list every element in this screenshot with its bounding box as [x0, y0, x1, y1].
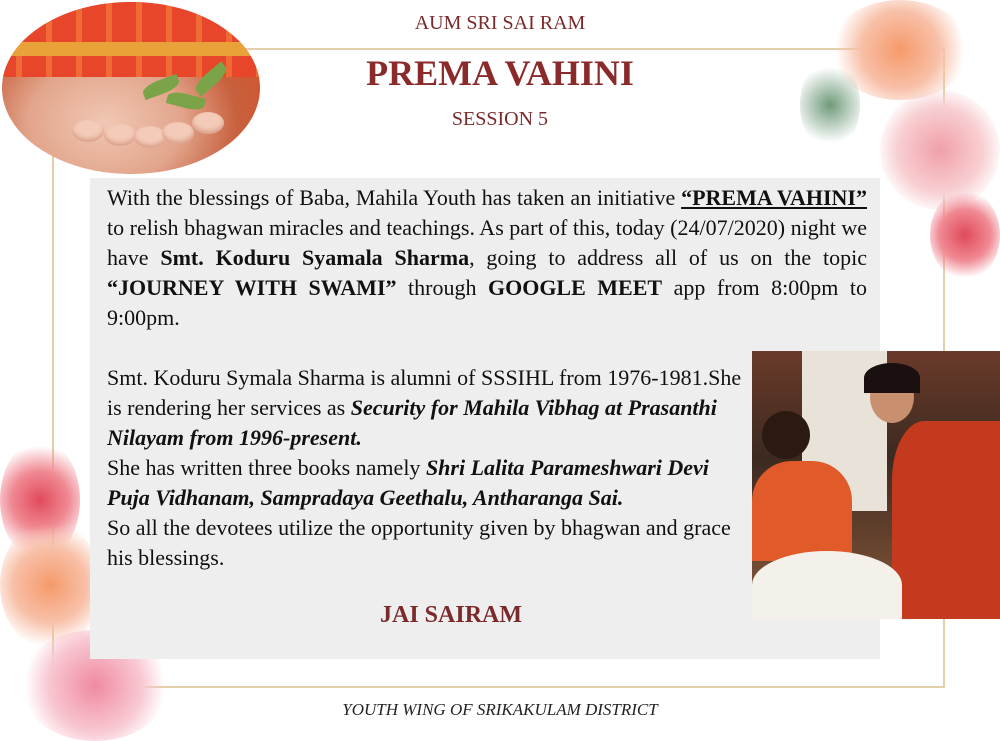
- intro-paragraph: [107, 183, 867, 333]
- intro-text: , going to address all of us on the topic: [469, 245, 867, 270]
- bio-text: So all the devotees utilize the opportunity given by bhagwan and grace his blessings.: [107, 515, 731, 570]
- speaker-name: Smt. Koduru Syamala Sharma: [160, 245, 470, 270]
- initiative-name: “PREMA VAHINI”: [681, 185, 867, 210]
- books-text: Shri Lalita Parameshwari Devi Puja Vidhanam, Sampradaya Geethalu, Antharanga Sai.: [107, 455, 709, 510]
- page-title: PREMA VAHINI: [366, 53, 634, 93]
- baba-robe: [752, 461, 852, 561]
- intro-text: With the blessings of Baba, Mahila Youth has taken an initiative: [107, 185, 682, 210]
- bio-text: Smt. Koduru Symala Sharma is alumni of SSSIHL from 1976-1981.She is rendering her services as: [107, 365, 742, 420]
- berries-right: [930, 190, 1000, 280]
- role-text: Security for Mahila Vibhag at Prasanthi Nilayam from 1996-present.: [107, 395, 717, 450]
- bio-text: She has written three books namely: [107, 455, 426, 480]
- platform-name: GOOGLE MEET: [487, 275, 663, 300]
- top-line: AUM SRI SAI RAM: [414, 12, 586, 34]
- intro-text: to relish bhagwan miracles and teachings. As part of this, today (24/07/2020) night we have: [107, 215, 867, 270]
- cake: [752, 551, 902, 619]
- bio-paragraph: [107, 363, 747, 573]
- session-label: SESSION 5: [451, 108, 549, 130]
- topic-name: “JOURNEY WITH SWAMI”: [107, 275, 397, 300]
- closing-text: JAI SAIRAM: [380, 602, 523, 628]
- intro-text: app from 8:00pm to 9:00pm.: [107, 275, 867, 330]
- speaker-hair: [864, 363, 920, 393]
- speaker-saree: [892, 421, 1000, 619]
- baba-hair: [762, 411, 810, 459]
- baba-photo: [752, 351, 1000, 619]
- footer-text: YOUTH WING OF SRIKAKULAM DISTRICT: [342, 700, 658, 719]
- intro-text: through: [396, 275, 488, 300]
